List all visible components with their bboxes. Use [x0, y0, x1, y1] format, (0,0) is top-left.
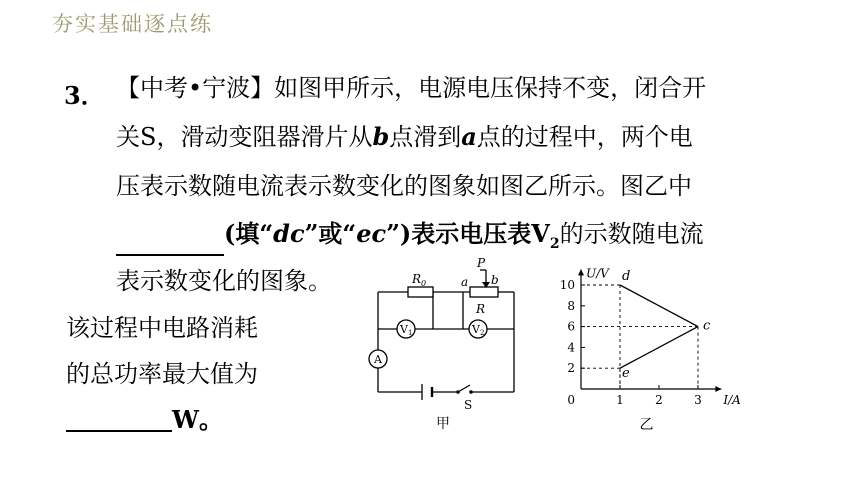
y-tick-label: 2 [567, 361, 575, 376]
question-line-5: 表示数变化的图象。 [116, 267, 332, 295]
x-axis-label: I/A [723, 393, 741, 407]
switch-label: S [464, 398, 473, 412]
x-tick-label: 1 [616, 393, 624, 407]
question-number: 3． [64, 81, 105, 110]
series-line-1 [620, 285, 698, 327]
x-axis-arrow-icon [715, 386, 721, 392]
option-ec: ec [356, 219, 387, 248]
question-line-1: 【中考•宁波】如图甲所示，电源电压保持不变，闭合开 [116, 74, 707, 102]
r0-label: $R_0$ [412, 272, 427, 288]
y-tick-label: 10 [559, 278, 575, 292]
sub-question-line-2: 的总功率最大值为 [66, 360, 258, 388]
text-segment: 关S，滑动变阻器滑片从 [116, 123, 373, 151]
y-axis-label: U/V [586, 266, 609, 281]
option-dc: dc [273, 219, 305, 248]
y-tick-label: 6 [567, 319, 575, 334]
question-line-4 [116, 219, 704, 256]
section-title: 夯实基础逐点练 [52, 12, 213, 36]
v2-label: V2 [472, 323, 485, 337]
question-line-3: 压表示数随电流表示数变化的图象如图乙所示。图乙中 [116, 172, 692, 200]
y-tick-label: 4 [567, 340, 575, 355]
answer-blank-1[interactable] [116, 232, 224, 256]
circuit-diagram [360, 256, 530, 436]
v2-subscript: 2 [549, 235, 560, 252]
point-label-c: c [703, 318, 711, 334]
text-segment: 点的过程中，两个电 [476, 123, 693, 151]
y-tick-label: 8 [567, 298, 575, 313]
x-tick-label: 2 [655, 393, 663, 407]
circuit-caption: 甲 [436, 416, 450, 432]
r0-resistor [408, 287, 433, 297]
point-label-d: d [622, 269, 631, 284]
rheostat [470, 287, 498, 297]
unit-w: W。 [172, 405, 223, 434]
series-line-2 [620, 327, 698, 369]
ammeter-label: A [374, 353, 382, 366]
question-line-2 [116, 122, 693, 151]
point-label-e: e [622, 366, 630, 382]
v1-label: V1 [400, 323, 413, 337]
text-segment: 的示数随电流 [559, 220, 704, 248]
point-b: b [491, 273, 499, 287]
sub-question-line-3 [66, 405, 223, 434]
sub-question-line-1: 该过程中电路消耗 [66, 314, 258, 342]
chart-caption: 乙 [639, 417, 654, 433]
slider-label: P [477, 256, 486, 270]
text-segment: (填“ [224, 219, 274, 248]
text-segment: 点滑到 [389, 123, 462, 151]
r-label: R [476, 302, 486, 316]
y-axis-arrow-icon [578, 269, 584, 275]
text-segment: ”或“ [304, 219, 357, 248]
point-a: a [461, 275, 469, 289]
text-segment: ”)表示电压表V [386, 219, 550, 248]
x-tick-label: 3 [694, 393, 702, 407]
point-b-label: b [372, 122, 390, 151]
point-a-label: a [461, 122, 477, 151]
answer-blank-2[interactable] [66, 408, 172, 432]
origin-label: 0 [567, 393, 575, 407]
u-i-chart [540, 252, 750, 438]
